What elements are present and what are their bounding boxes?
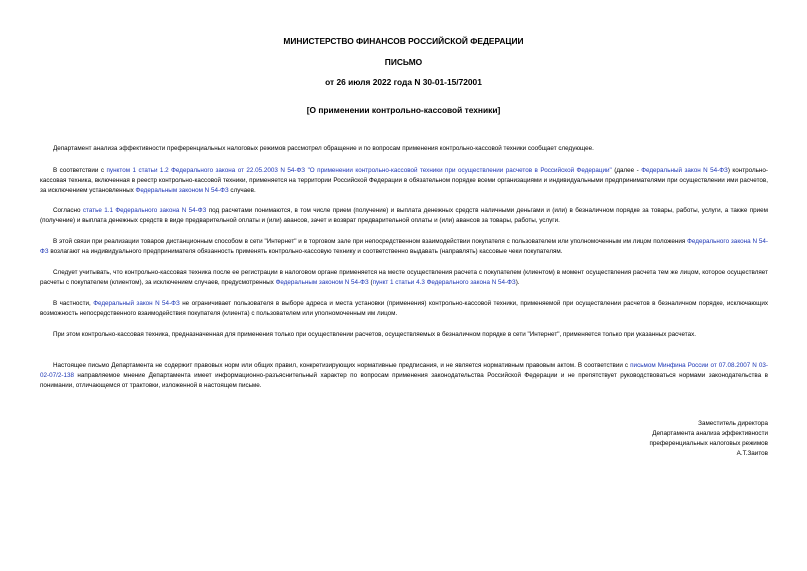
paragraph-text: В частности, xyxy=(53,300,94,307)
paragraph-4 xyxy=(40,237,768,257)
paragraph-text: В этой связи при реализации товаров дистанционным способом в сети "Интернет" и в торговом зале при непосредственном взаимодействии покупателя с пользователем или уполномоченным им лицом положения xyxy=(53,238,688,245)
law-reference-link[interactable]: Федерального закона N 54-ФЗ xyxy=(40,238,768,255)
paragraph-text: случаев. xyxy=(228,187,256,194)
law-reference-link[interactable]: письмом Минфина России от 07.08.2007 N 03-02-07/2-138 xyxy=(40,362,768,379)
paragraph-text: В соответствии с xyxy=(53,167,107,174)
signature-block xyxy=(548,419,768,459)
document-subject: [О применении контрольно-кассовой техники] xyxy=(306,105,501,115)
paragraph-text: (далее - xyxy=(611,167,642,174)
paragraph-text: Следует учитывать, что контрольно-кассовая техника после ее регистрации в налоговом органе применяется на месте осуществления расчета с покупателем (клиентом) в момент осуществления расчета тем же лицом, которое осуществляет расчеты с покупателем (клиентом), за исключением случаев, предусмотренных xyxy=(40,269,768,286)
paragraph-text: Настоящее письмо Департамента не содержит правовых норм или общих правил, конкретизирующих нормативные предписания, и не является нормативным правовым актом. В соответствии с xyxy=(53,362,631,369)
paragraph-text: возлагают на индивидуального предпринимателя обязанность применять контрольно-кассовую технику и соответственно выдавать (направлять) кассовые чеки покупателям. xyxy=(48,248,563,255)
paragraph-7 xyxy=(40,330,768,340)
paragraph-text: направляемое мнение Департамента имеет информационно-разъяснительный характер по вопросам применения законодательства Российской Федерации и не препятствует руководствоваться нормами законодательства в понимании, отличающемся от трактовки, изложенной в настоящем письме. xyxy=(40,372,768,389)
paragraph-2 xyxy=(40,166,768,196)
law-reference-link[interactable]: Федеральным законом N 54-ФЗ xyxy=(135,187,229,194)
signature-position: Заместитель директора xyxy=(698,420,768,427)
law-reference-link[interactable]: пункт 1 статьи 4.3 Федерального закона N 54-ФЗ xyxy=(372,279,516,286)
paragraph-text: При этом контрольно-кассовая техника, предназначенная для применения только при осуществлении расчетов, осуществляемых в безналичном порядке в сети "Интернет", применяется только при указанных расчетах. xyxy=(53,331,697,338)
ministry-title: МИНИСТЕРСТВО ФИНАНСОВ РОССИЙСКОЙ ФЕДЕРАЦИИ xyxy=(283,36,524,46)
paragraph-text: ( xyxy=(368,279,373,286)
document-type: ПИСЬМО xyxy=(384,57,423,67)
paragraph-text: под расчетами понимаются, в том числе прием (получение) и выплата денежных средств наличными деньгами и (или) в безналичном порядке за товары, работы, услуги, а также прием (получение) и выплата денежных средств в виде предварительной оплаты и (или) авансов, зачет и возврат предварительной оплаты и (или) авансов за товары, работы, услуги. xyxy=(40,207,769,224)
signature-department-cont: преференциальных налоговых режимов xyxy=(649,439,768,447)
law-reference-link[interactable]: Федеральным законом N 54-ФЗ xyxy=(275,279,369,286)
paragraph-3 xyxy=(40,206,768,226)
signature-department: Департамента анализа эффективности xyxy=(652,429,768,437)
paragraph-1 xyxy=(40,144,768,154)
law-reference-link[interactable]: Федеральный закон N 54-ФЗ xyxy=(641,167,728,174)
paragraph-text: Департамент анализа эффективности преференциальных налоговых режимов рассмотрел обращение и по вопросам применения контрольно-кассовой техники сообщает следующее. xyxy=(53,145,594,152)
paragraph-text: ) контрольно-кассовая техника, включенная в реестр контрольно-кассовой техники, применяется на территории Российской Федерации в обязательном порядке всеми организациями и индивидуальными предпринимателями при осуществлении ими расчетов, за исключением установленных xyxy=(40,167,769,194)
document-date-number: от 26 июля 2022 года N 30-01-15/72001 xyxy=(325,77,482,87)
paragraph-text: ). xyxy=(515,279,520,286)
law-reference-link[interactable]: пунктом 1 статьи 1.2 Федерального закона от 22.05.2003 N 54-ФЗ "О применении контрольно-кассовой техники при осуществлении расчетов в Российской Федерации" xyxy=(106,167,612,174)
paragraph-text: Согласно xyxy=(53,207,83,214)
paragraph-6 xyxy=(40,299,768,319)
law-reference-link[interactable]: статье 1.1 Федерального закона N 54-ФЗ xyxy=(82,207,207,214)
law-reference-link[interactable]: Федеральный закон N 54-ФЗ xyxy=(93,300,180,307)
paragraph-text: не ограничивает пользователя в выборе адреса и места установки (применения) контрольно-кассовой техники, применяемой при осуществлении расчетов в безналичном порядке, исключающих возможность непосредственного взаимодействия покупателя (клиента) с пользователем или уполномоченным им лицом. xyxy=(40,300,769,317)
paragraph-5 xyxy=(40,268,768,288)
signature-name: А.Т.Заитов xyxy=(736,449,768,457)
paragraph-8 xyxy=(40,361,768,391)
